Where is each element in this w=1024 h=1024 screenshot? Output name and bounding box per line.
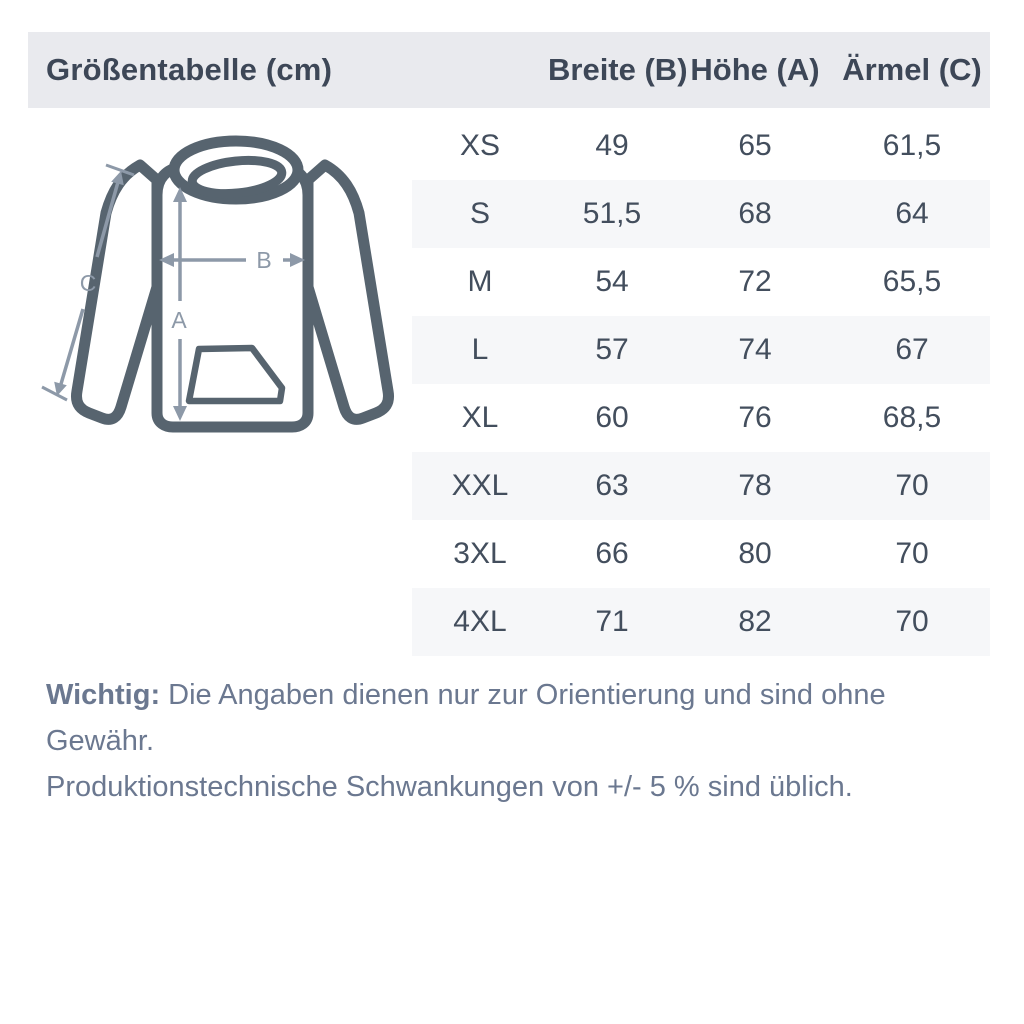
size-label: XS bbox=[459, 129, 501, 162]
size-label: S bbox=[469, 197, 490, 230]
table-row-s bbox=[412, 180, 990, 248]
column-header-hoehe: Höhe (A) bbox=[690, 52, 820, 87]
hoodie-measurement-diagram bbox=[40, 125, 420, 455]
dimension-label-c: C bbox=[79, 270, 97, 296]
disclaimer-line-1 bbox=[46, 672, 966, 764]
table-row-xl bbox=[412, 384, 990, 452]
breite-value: 71 bbox=[595, 605, 629, 638]
breite-value: 66 bbox=[595, 537, 629, 570]
table-row-xxl bbox=[412, 452, 990, 520]
aermel-value: 68,5 bbox=[882, 401, 942, 434]
breite-value: 49 bbox=[595, 129, 629, 162]
size-label: XL bbox=[461, 401, 499, 434]
size-label: L bbox=[471, 333, 489, 366]
aermel-value: 65,5 bbox=[882, 265, 942, 298]
hoehe-value: 78 bbox=[738, 469, 772, 502]
breite-value: 60 bbox=[595, 401, 629, 434]
hoodie-right-sleeve bbox=[308, 165, 389, 419]
disclaimer-text-1: Die Angaben dienen nur zur Orientierung und sind ohne Gewähr. bbox=[46, 679, 886, 757]
table-row-m bbox=[412, 248, 990, 316]
breite-value: 51,5 bbox=[582, 197, 642, 230]
hoehe-value: 72 bbox=[738, 265, 772, 298]
aermel-value: 70 bbox=[895, 605, 929, 638]
disclaimer-line-2 bbox=[46, 764, 966, 810]
size-label: 3XL bbox=[453, 537, 507, 570]
table-header bbox=[28, 32, 990, 108]
hoehe-value: 76 bbox=[738, 401, 772, 434]
column-headers bbox=[412, 32, 990, 108]
breite-value: 54 bbox=[595, 265, 629, 298]
table-row-xs bbox=[412, 112, 990, 180]
size-label: M bbox=[467, 265, 493, 298]
hoehe-value: 82 bbox=[738, 605, 772, 638]
dimension-label-b: B bbox=[256, 247, 272, 273]
column-header-aermel: Ärmel (C) bbox=[842, 52, 982, 87]
breite-value: 57 bbox=[595, 333, 629, 366]
page-title: Größentabelle (cm) bbox=[46, 52, 333, 87]
hoehe-value: 65 bbox=[738, 129, 772, 162]
size-table bbox=[412, 112, 990, 656]
hoehe-value: 80 bbox=[738, 537, 772, 570]
aermel-value: 70 bbox=[895, 469, 929, 502]
aermel-value: 61,5 bbox=[882, 129, 942, 162]
size-label: 4XL bbox=[453, 605, 507, 638]
disclaimer-text-2: Produktionstechnische Schwankungen von +/- 5 % sind üblich. bbox=[46, 771, 853, 803]
breite-value: 63 bbox=[595, 469, 629, 502]
disclaimer-label: Wichtig: bbox=[46, 679, 161, 711]
table-row-3xl bbox=[412, 520, 990, 588]
aermel-value: 64 bbox=[895, 197, 929, 230]
hoehe-value: 74 bbox=[738, 333, 772, 366]
hoehe-value: 68 bbox=[738, 197, 772, 230]
table-row-4xl bbox=[412, 588, 990, 656]
dimension-label-a: A bbox=[171, 307, 187, 333]
aermel-value: 67 bbox=[895, 333, 929, 366]
disclaimer-note bbox=[46, 672, 966, 810]
table-row-l bbox=[412, 316, 990, 384]
aermel-value: 70 bbox=[895, 537, 929, 570]
column-header-breite: Breite (B) bbox=[548, 52, 688, 87]
size-label: XXL bbox=[451, 469, 509, 502]
